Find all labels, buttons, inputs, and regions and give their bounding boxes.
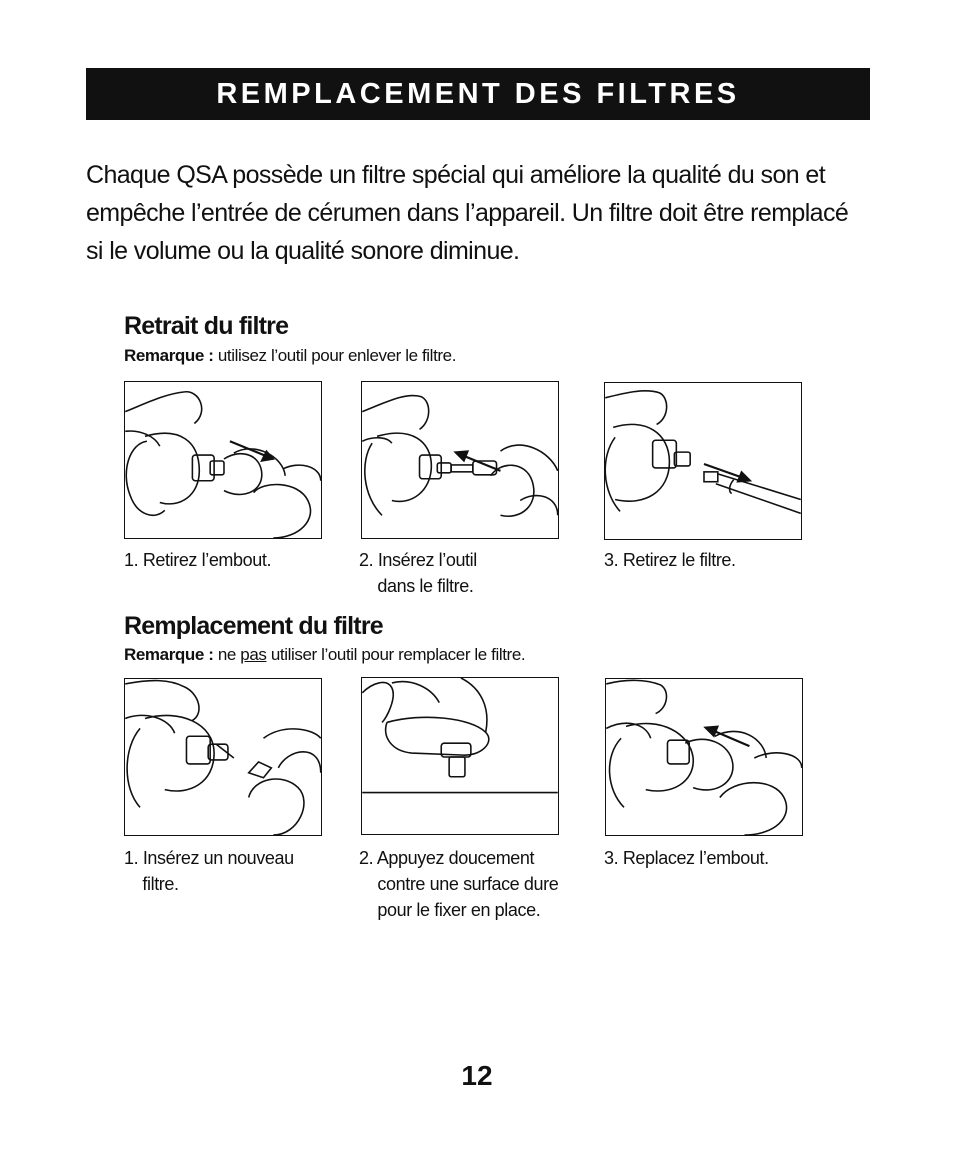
removal-step-2-illustration [361, 381, 559, 539]
intro-line-2: empêche l’entrée de cérumen dans l’appareil. Un filtre doit être remplacé [86, 199, 849, 227]
intro-paragraph [86, 156, 876, 270]
removal-step-3-caption: 3. Retirez le filtre. [604, 550, 736, 570]
replacement-note [124, 645, 525, 665]
removal-step-3-illustration [604, 382, 802, 540]
replacement-step-1-illustration [124, 678, 322, 836]
replacement-note-emphasis: pas [240, 645, 267, 664]
replacement-note-label: Remarque : [124, 645, 214, 664]
intro-line-3: si le volume ou la qualité sonore diminue. [86, 237, 520, 265]
removal-note-label: Remarque : [124, 346, 214, 365]
removal-step-1-caption: 1. Retirez l’embout. [124, 550, 272, 570]
replacement-step-2-caption: 2. Appuyez doucement contre une surface dure pour le fixer en place. [359, 848, 559, 920]
replacement-step-2-illustration [361, 677, 559, 835]
removal-title: Retrait du filtre [124, 312, 289, 340]
removal-step-2-caption: 2. Insérez l’outil dans le filtre. [359, 550, 477, 596]
replacement-step-1-caption: 1. Insérez un nouveau filtre. [124, 848, 294, 894]
replacement-step-3-caption: 3. Replacez l’embout. [604, 848, 769, 868]
intro-line-1: Chaque QSA possède un filtre spécial qui améliore la qualité du son et [86, 161, 826, 189]
section-header [86, 68, 870, 120]
replacement-title: Remplacement du filtre [124, 612, 383, 640]
removal-note [124, 346, 456, 366]
replacement-note-pre: ne [213, 645, 241, 664]
section-header-title: REMPLACEMENT DES FILTRES [216, 77, 740, 110]
removal-step-1-illustration [124, 381, 322, 539]
page-number: 12 [461, 1060, 493, 1091]
removal-note-text: utilisez l’outil pour enlever le filtre. [213, 346, 457, 365]
replacement-note-post: utiliser l’outil pour remplacer le filtre. [266, 645, 526, 664]
replacement-step-3-illustration [605, 678, 803, 836]
